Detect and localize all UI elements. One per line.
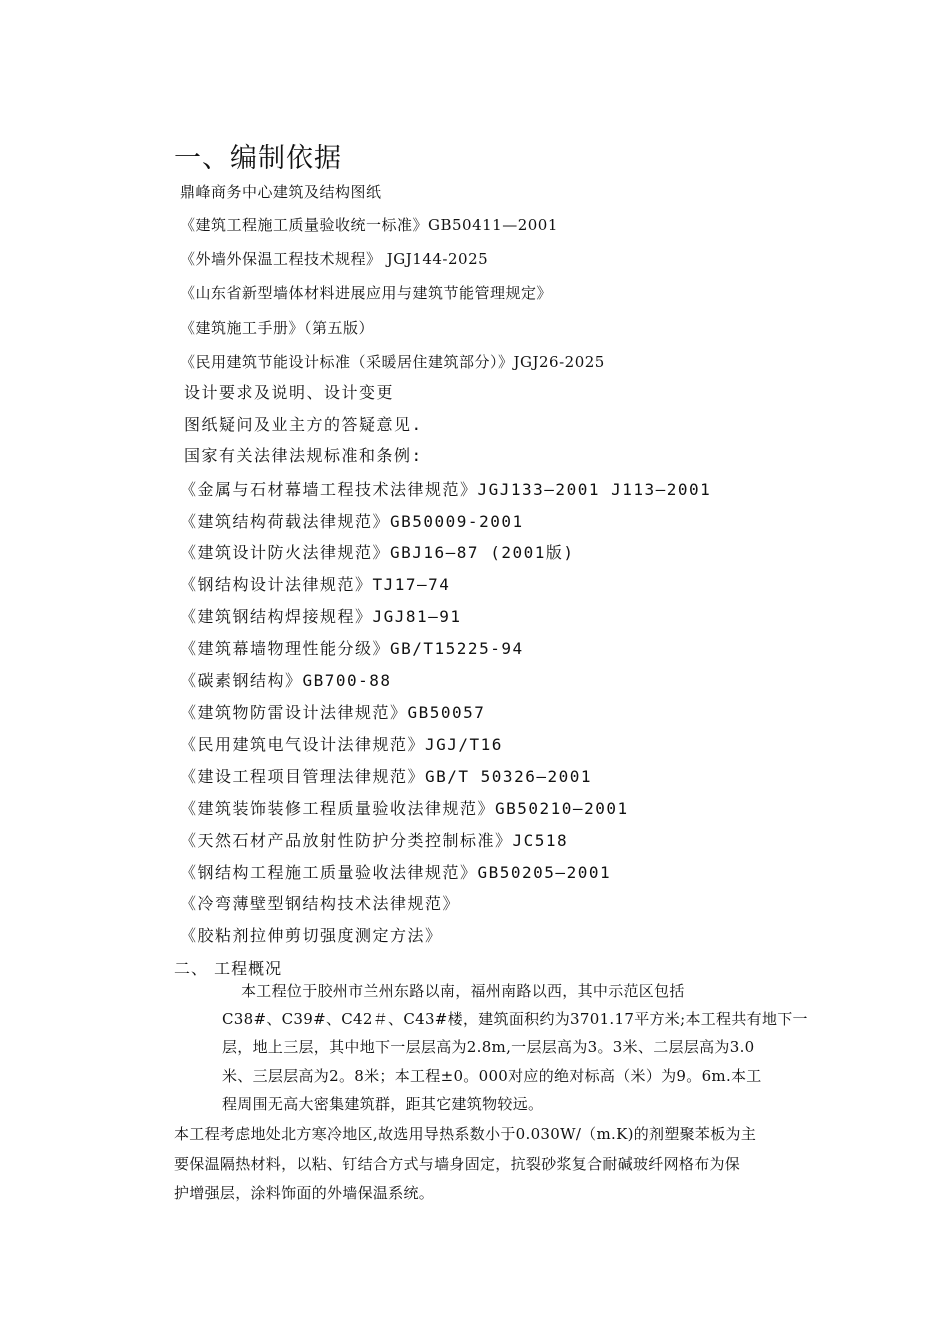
standard-item: 《冷弯薄壁型钢结构技术法律规范》 xyxy=(180,894,461,913)
basis-item: 《外墙外保温工程技术规程》 JGJ144-2025 xyxy=(180,250,489,268)
paragraph-line: 本工程考虑地处北方寒冷地区,故选用导热系数小于0.030W/（m.K)的剂塑聚苯板为主 xyxy=(174,1125,757,1143)
paragraph-line: 本工程位于胶州市兰州东路以南，福州南路以西，其中示范区包括 xyxy=(241,982,685,1000)
standard-item: 《建筑幕墙物理性能分级》GB/T15225-94 xyxy=(180,639,524,658)
section-heading-basis: 一、编制依据 xyxy=(174,143,342,174)
standard-item: 《建筑装饰装修工程质量验收法律规范》GB50210—2001 xyxy=(180,799,629,818)
standard-item: 《建筑钢结构焊接规程》JGJ81—91 xyxy=(180,607,462,626)
standard-item: 《碳素钢结构》GB700-88 xyxy=(180,671,392,690)
basis-item: 设计要求及说明、设计变更 xyxy=(184,383,395,402)
paragraph-line: 要保温隔热材料，以粘、钉结合方式与墙身固定，抗裂砂浆复合耐碱玻纤网格布为保 xyxy=(174,1155,741,1173)
standard-item: 《钢结构工程施工质量验收法律规范》GB50205—2001 xyxy=(180,863,612,882)
basis-item: 《建筑施工手册》（第五版） xyxy=(180,319,375,337)
paragraph-line: 程周围无高大密集建筑群，距其它建筑物较远。 xyxy=(222,1095,544,1113)
basis-item: 鼎峰商务中心建筑及结构图纸 xyxy=(180,183,382,201)
basis-item: 《山东省新型墙体材料进展应用与建筑节能管理规定》 xyxy=(180,284,553,302)
standard-item: 《钢结构设计法律规范》TJ17—74 xyxy=(180,575,451,594)
standard-item: 《建筑物防雷设计法律规范》GB50057 xyxy=(180,703,486,722)
basis-item: 《建筑工程施工质量验收统一标准》GB50411—2001 xyxy=(180,216,558,234)
paragraph-line: 米、三层层高为2。8米；本工程±0。000对应的绝对标高（米）为9。6m.本工 xyxy=(222,1067,762,1085)
standard-item: 《建筑设计防火法律规范》GBJ16—87 (2001版) xyxy=(180,543,575,562)
basis-item: 《民用建筑节能设计标准（采暖居住建筑部分）》JGJ26-2025 xyxy=(180,353,605,371)
paragraph-line: C38#、C39#、C42＃、C43#楼，建筑面积约为3701.17平方米;本工程共有地下一 xyxy=(222,1010,808,1028)
section-heading-overview: 二、 工程概况 xyxy=(174,959,283,978)
standard-item: 《建设工程项目管理法律规范》GB/T 50326—2001 xyxy=(180,767,592,786)
standard-item: 《天然石材产品放射性防护分类控制标准》JC518 xyxy=(180,831,569,850)
basis-item: 国家有关法律法规标准和条例: xyxy=(184,446,423,465)
standard-item: 《金属与石材幕墙工程技术法律规范》JGJ133—2001 J113—2001 xyxy=(180,480,712,499)
standard-item: 《胶粘剂拉伸剪切强度测定方法》 xyxy=(180,926,443,945)
standard-item: 《民用建筑电气设计法律规范》JGJ/T16 xyxy=(180,735,503,754)
standard-item: 《建筑结构荷载法律规范》GB50009-2001 xyxy=(180,512,524,531)
paragraph-line: 层，地上三层，其中地下一层层高为2.8m,一层层高为3。3米、二层层高为3.0 xyxy=(222,1038,755,1056)
paragraph-line: 护增强层，涂料饰面的外墙保温系统。 xyxy=(174,1184,435,1202)
basis-item: 图纸疑问及业主方的答疑意见. xyxy=(184,415,423,434)
